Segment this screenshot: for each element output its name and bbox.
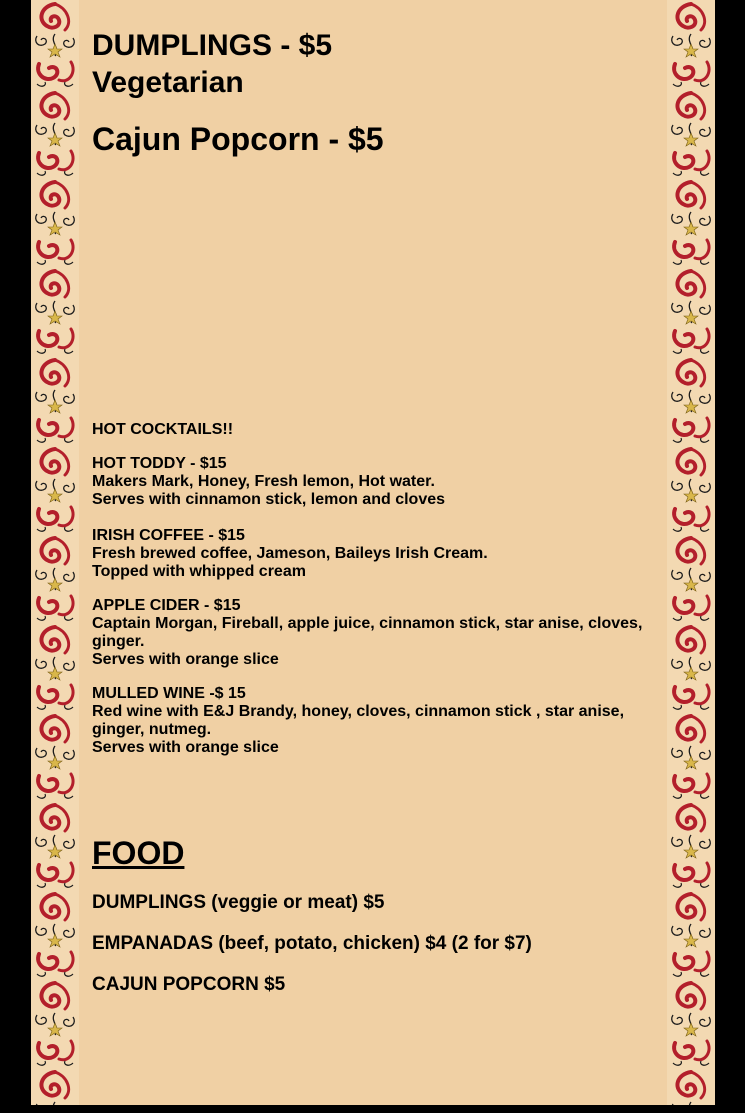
food-heading: FOOD: [92, 835, 185, 871]
cocktail-mulled-wine: [92, 685, 657, 757]
cocktail-description: Fresh brewed coffee, Jameson, Baileys Irish Cream.: [92, 545, 488, 562]
decorative-border-left: [31, 0, 79, 1105]
cocktail-name: IRISH COFFEE - $15: [92, 527, 245, 544]
cocktail-apple-cider: [92, 597, 657, 669]
food-item-empanadas: EMPANADAS (beef, potato, chicken) $4 (2 for $7): [92, 933, 532, 954]
cocktail-description: Makers Mark, Honey, Fresh lemon, Hot water.: [92, 473, 435, 490]
food-item-dumplings: DUMPLINGS (veggie or meat) $5: [92, 892, 385, 913]
cocktail-description: Captain Morgan, Fireball, apple juice, cinnamon stick, star anise, cloves, ginger.: [92, 615, 643, 650]
cocktail-name: MULLED WINE -$ 15: [92, 685, 246, 702]
cocktail-serving: Serves with orange slice: [92, 739, 279, 756]
cocktail-serving: Topped with whipped cream: [92, 563, 306, 580]
decorative-border-right: [667, 0, 715, 1105]
food-item-cajun-popcorn: CAJUN POPCORN $5: [92, 974, 286, 995]
menu-page: [31, 0, 715, 1105]
cocktail-name: HOT TODDY - $15: [92, 455, 227, 472]
cocktails-heading: HOT COCKTAILS!!: [92, 421, 234, 438]
special-cajun-popcorn: Cajun Popcorn - $5: [92, 121, 384, 157]
cocktail-name: APPLE CIDER - $15: [92, 597, 241, 614]
special-dumplings: DUMPLINGS - $5: [92, 29, 333, 62]
cocktail-irish-coffee: [92, 527, 657, 581]
cocktail-hot-toddy: [92, 455, 657, 509]
flourish-ornament-icon: [31, 0, 79, 1105]
special-dumplings-subtitle: Vegetarian: [92, 66, 244, 99]
cocktail-description: Red wine with E&J Brandy, honey, cloves, cinnamon stick , star anise, ginger, nutmeg.: [92, 703, 625, 738]
cocktail-serving: Serves with cinnamon stick, lemon and cloves: [92, 491, 446, 508]
cocktail-serving: Serves with orange slice: [92, 651, 279, 668]
flourish-ornament-icon: [667, 0, 715, 1105]
